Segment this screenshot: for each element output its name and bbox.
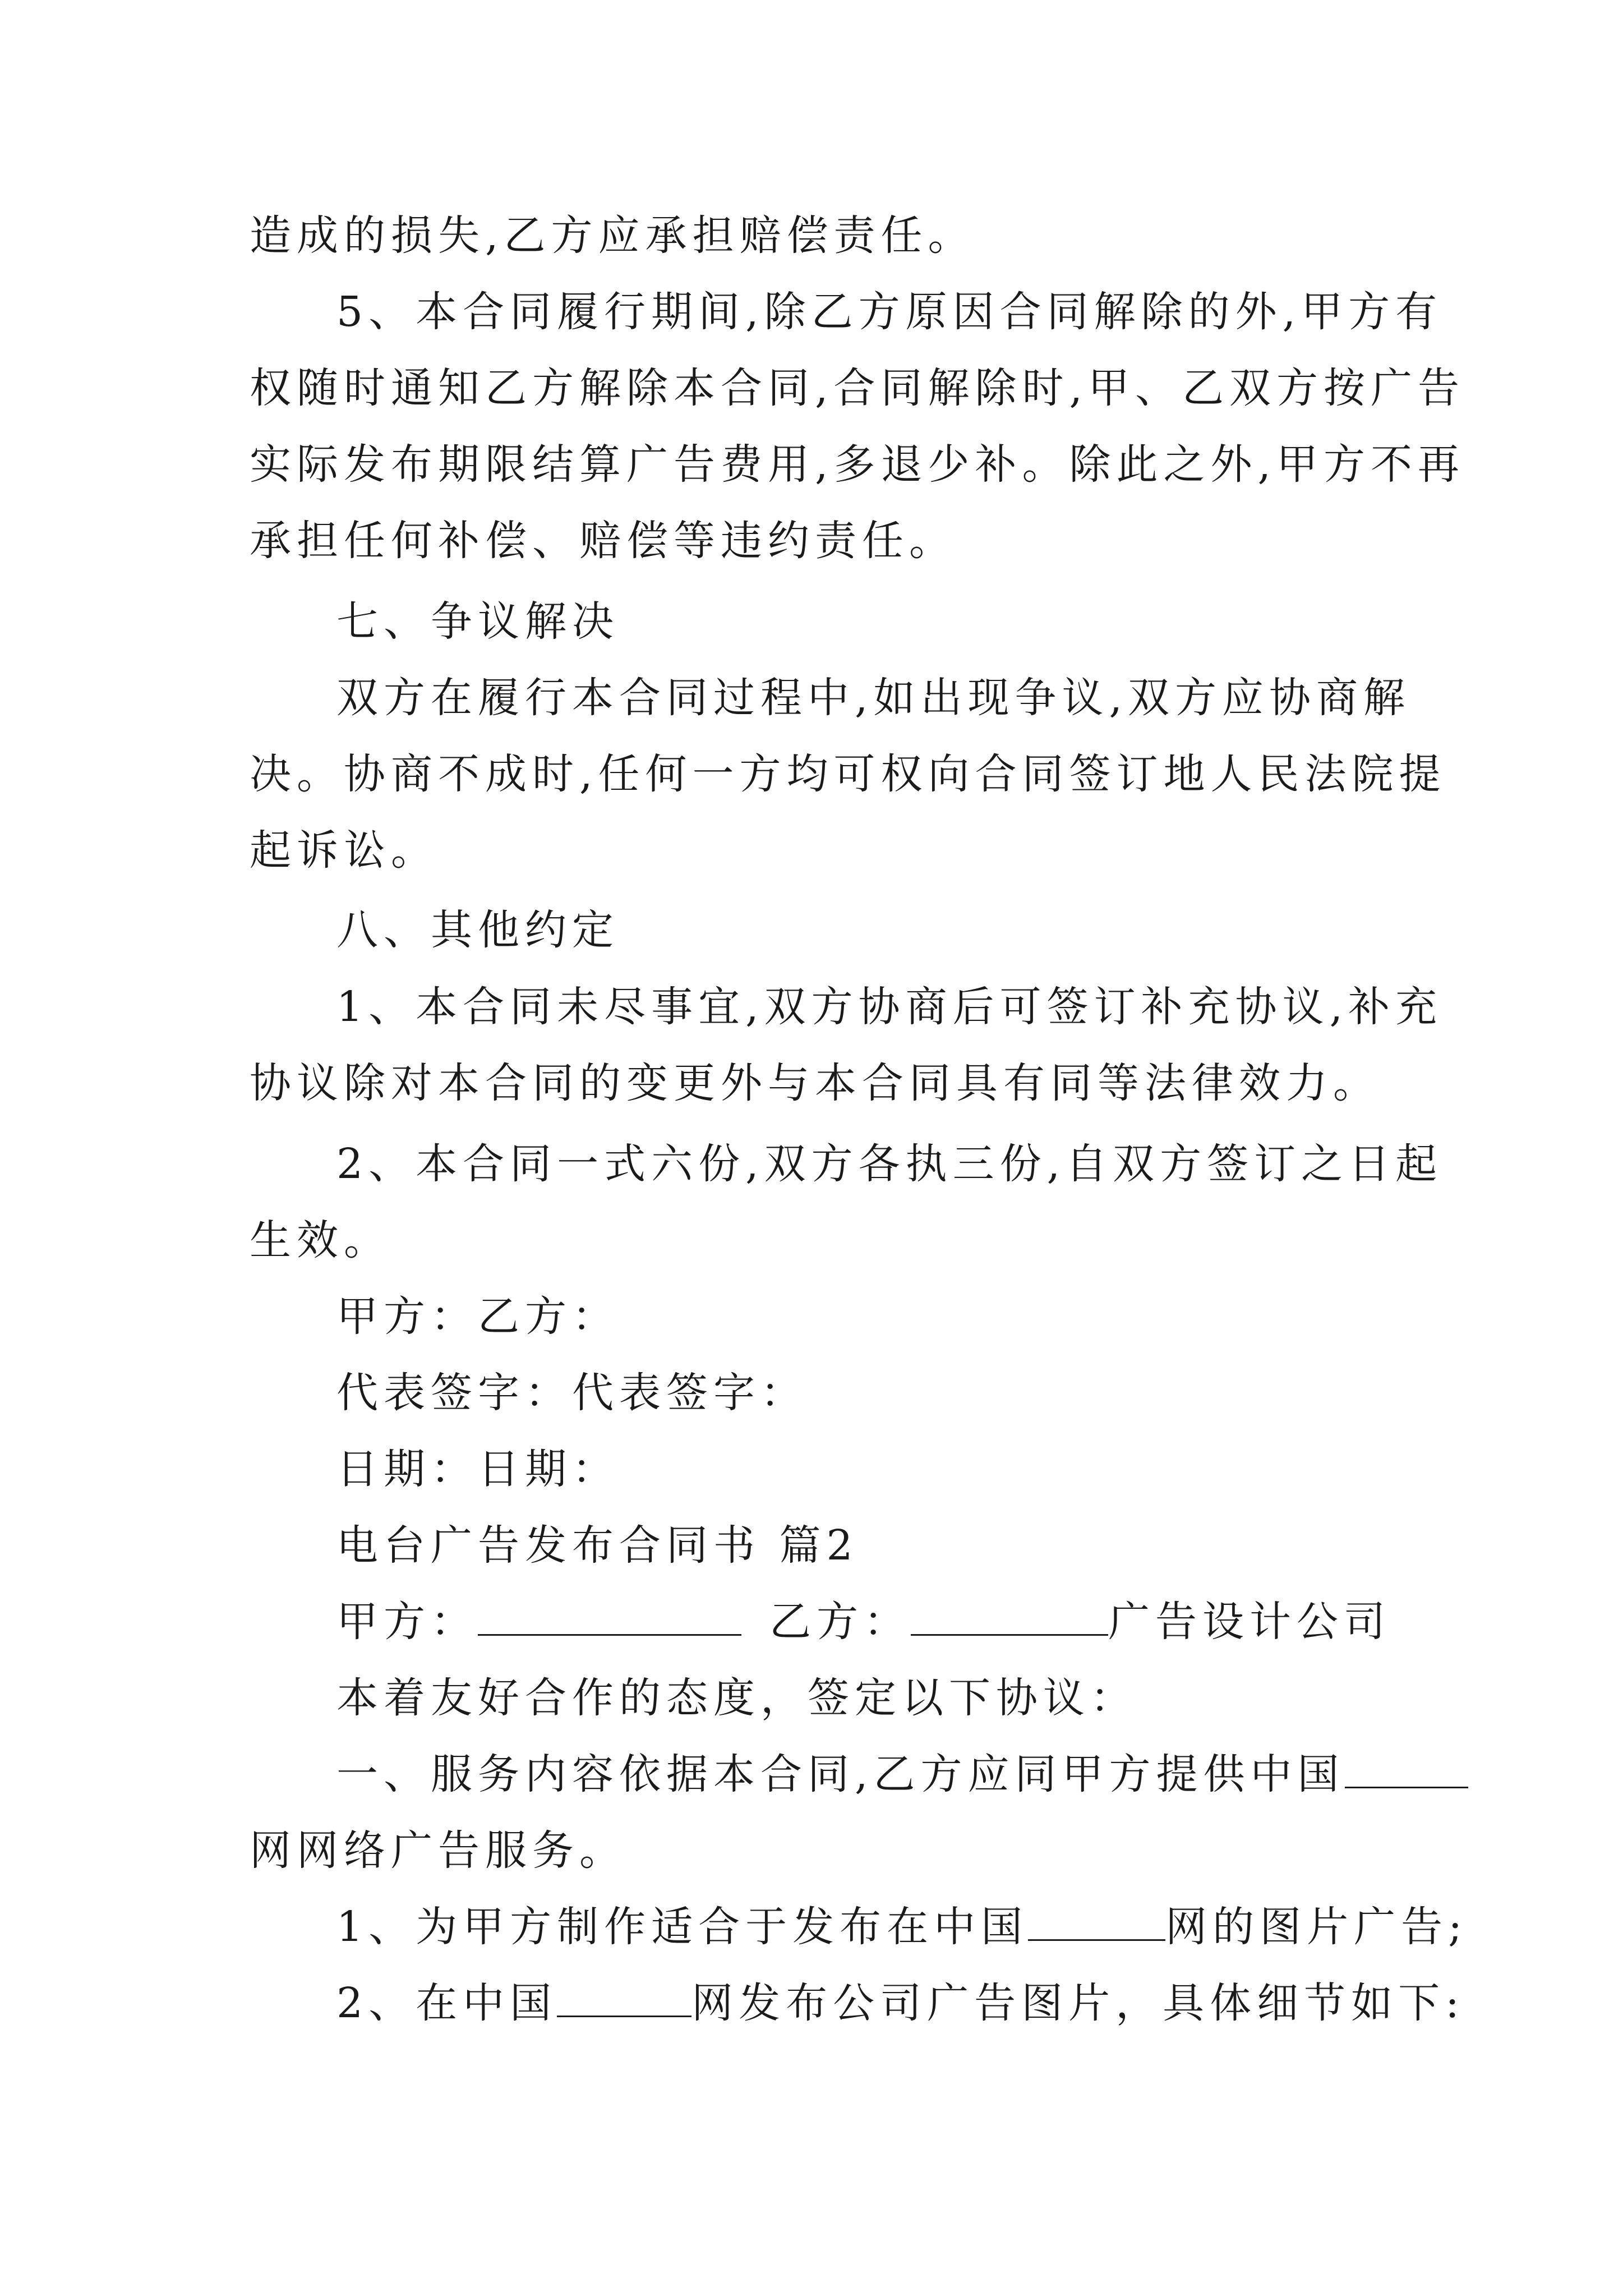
item2-text-before: 2、在中国: [336, 1979, 557, 2027]
service-blank: [1345, 1749, 1468, 1788]
paragraph-line: [336, 1746, 1468, 1802]
signature-parties-line: 甲方：乙方：: [336, 1292, 619, 1341]
paragraph-line: [336, 1975, 1465, 2031]
item1-blank: [1028, 1901, 1165, 1941]
paragraph-line: 双方在履行本合同过程中,如出现争议,双方应协商解: [336, 674, 1411, 722]
signature-representative-line: 代表签字：代表签字：: [336, 1369, 808, 1417]
paragraph-line: 造成的损失,乙方应承担赔偿责任。: [250, 211, 975, 260]
paragraph-line: 1、本合同未尽事宜,双方协商后可签订补充协议,补充: [336, 983, 1443, 1031]
paragraph-line: 5、本合同履行期间,除乙方原因合同解除的外,甲方有: [336, 288, 1443, 336]
paragraph-line: 本着友好合作的态度，签定以下协议：: [336, 1674, 1137, 1722]
paragraph-line: 生效。: [250, 1216, 391, 1264]
section-title: 电台广告发布合同书 篇2: [336, 1521, 859, 1570]
paragraph-line: 协议除对本合同的变更外与本合同具有同等法律效力。: [250, 1059, 1380, 1107]
party-a-label: 甲方：: [336, 1598, 478, 1646]
party-b-label: 乙方：: [769, 1598, 911, 1646]
item2-blank: [557, 1977, 691, 2017]
paragraph-line: 起诉讼。: [250, 826, 438, 875]
item1-text-before: 1、为甲方制作适合于发布在中国: [336, 1903, 1029, 1951]
paragraph-line: 实际发布期限结算广告费用,多退少补。除此之外,甲方不再: [250, 440, 1465, 489]
party-b-suffix: 广告设计公司: [1108, 1598, 1391, 1646]
parties-line: [336, 1594, 1391, 1650]
section-heading: 八、其他约定: [336, 906, 619, 954]
section-heading: 七、争议解决: [336, 597, 619, 646]
item1-text-after: 网的图片广告;: [1165, 1903, 1468, 1951]
party-a-blank: [478, 1596, 741, 1636]
signature-date-line: 日期：日期：: [336, 1445, 619, 1493]
paragraph-line: 网网络广告服务。: [250, 1826, 626, 1875]
paragraph-line: 2、本合同一式六份,双方各执三份,自双方签订之日起: [336, 1140, 1443, 1188]
paragraph-line: 权随时通知乙方解除本合同,合同解除时,甲、乙双方按广告: [250, 364, 1465, 412]
item2-text-after: 网发布公司广告图片，具体细节如下:: [691, 1979, 1465, 2027]
paragraph-line: [336, 1899, 1468, 1955]
paragraph-line: 决。协商不成时,任何一方均可权向合同签订地人民法院提: [250, 750, 1446, 798]
service-text: 一、服务内容依据本合同,乙方应同甲方提供中国: [336, 1750, 1345, 1798]
party-b-blank: [911, 1596, 1108, 1636]
paragraph-line: 承担任何补偿、赔偿等违约责任。: [250, 517, 956, 565]
